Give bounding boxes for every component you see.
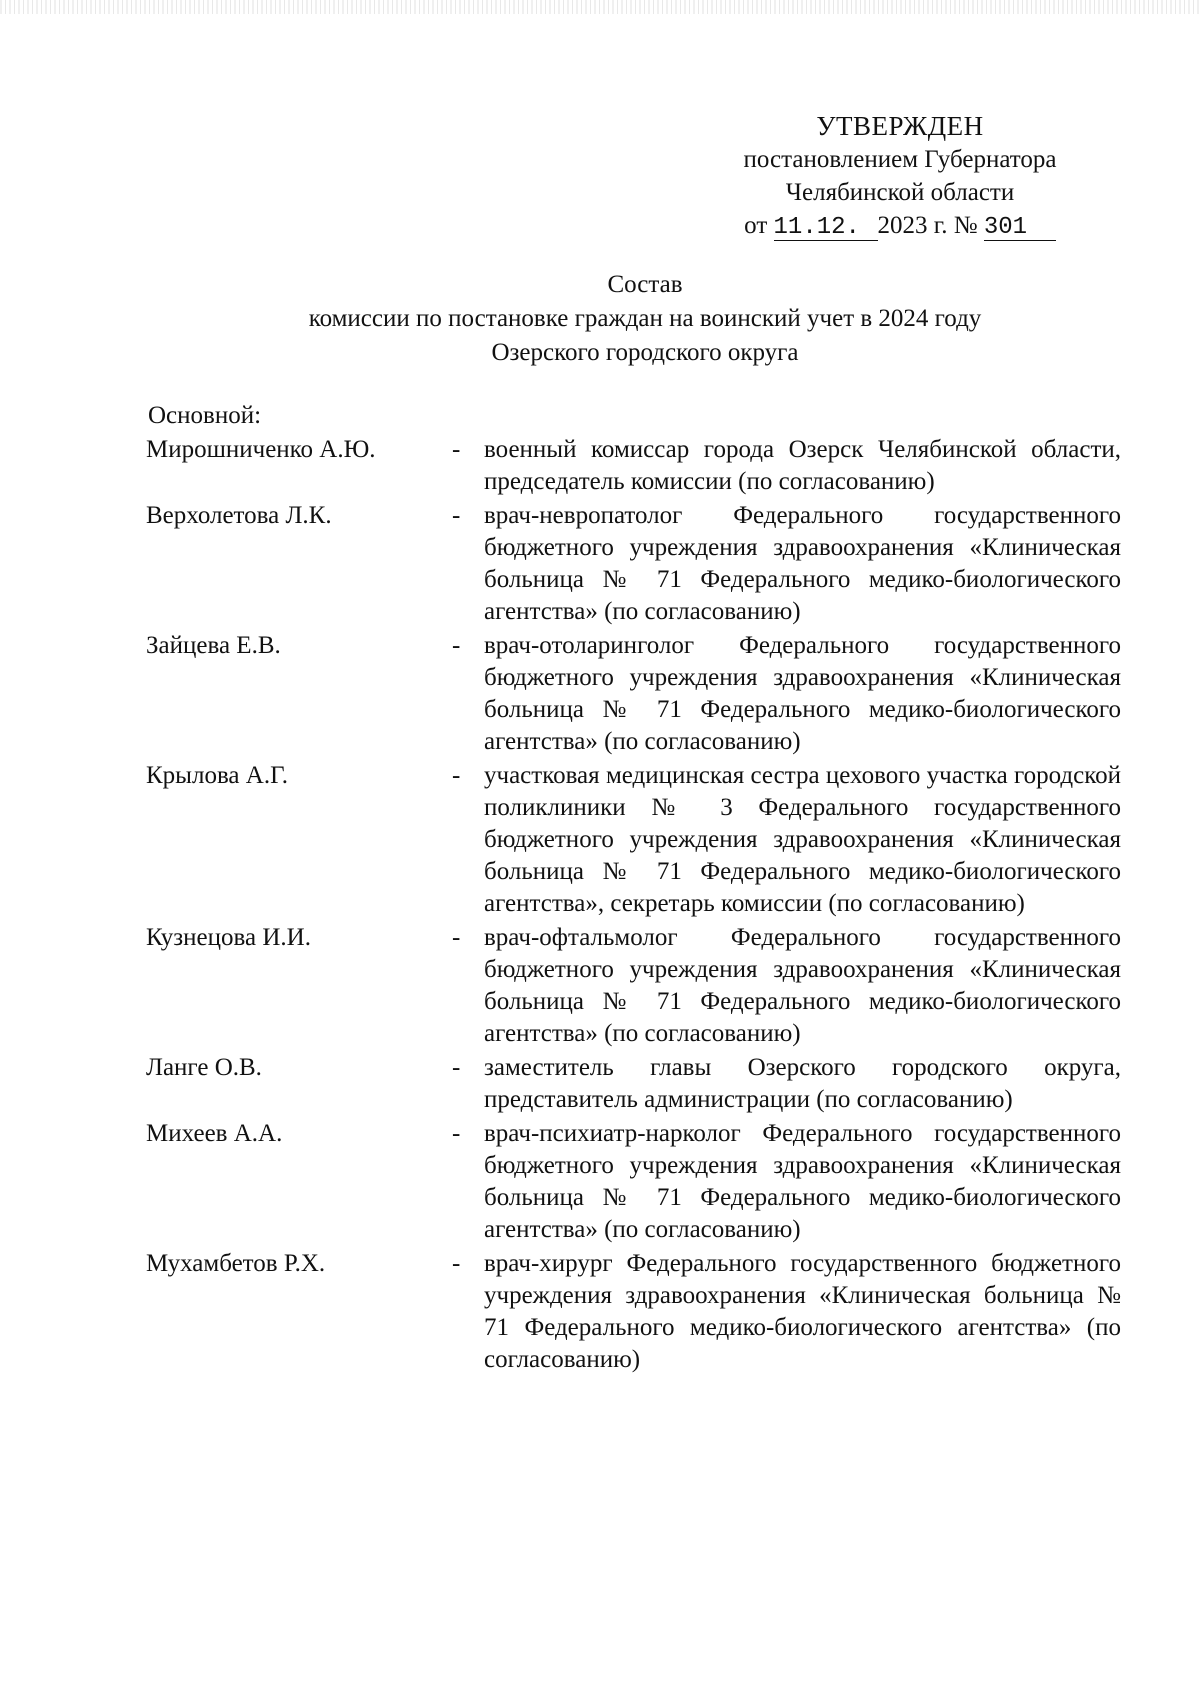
member-role: заместитель главы Озерского городского округа, представитель администрации (по согласованию) [484,1054,1121,1113]
member-name: Верхолетова Л.К. [146,502,332,529]
member-name: Михеев А.А. [146,1120,283,1147]
member-name: Ланге О.В. [146,1054,262,1081]
member-dash: - [452,1250,461,1277]
member-row [146,630,1121,758]
member-role: врач-хирург Федерального государственного бюджетного учреждения здравоохранения «Клиническая больница № 71 Федерального медико-биологического агентства» (по согласованию) [484,1250,1121,1373]
member-row [146,922,1121,1050]
member-dash: - [452,502,461,529]
member-role: врач-офтальмолог Федерального государственного бюджетного учреждения здравоохранения «Клиническая больница № 71 Федерального медико-биологического агентства» (по согласованию) [484,924,1121,1047]
member-dash: - [452,436,461,463]
member-name: Мирошниченко А.Ю. [146,436,376,463]
member-name: Кузнецова И.И. [146,924,311,951]
member-row [146,434,1121,498]
title-line-2: комиссии по постановке граждан на воинский учет в 2024 году [308,305,982,332]
approval-line-1: постановлением Губернатора [743,146,1057,173]
scan-edge [0,0,1200,14]
approval-number: 301 [984,216,1056,241]
member-dash: - [452,632,461,659]
approval-date: 11.12. [774,216,878,241]
section-label: Основной: [148,402,262,429]
date-prefix: от [744,212,768,239]
members-list [146,434,1121,1376]
member-name: Зайцева Е.В. [146,632,281,659]
approval-date-line [700,209,1100,242]
approval-stamp [700,110,1100,242]
approved-heading: УТВЕРЖДЕН [816,111,984,141]
member-role: врач-отоларинголог Федерального государственного бюджетного учреждения здравоохранения «Клиническая больница № 71 Федерального медико-биологического агентства» (по согласованию) [484,632,1121,755]
member-row [146,760,1121,920]
member-role: военный комиссар города Озерск Челябинской области, председатель комиссии (по согласованию) [484,436,1121,495]
member-dash: - [452,1120,461,1147]
member-name: Мухамбетов Р.Х. [146,1250,326,1277]
member-dash: - [452,1054,461,1081]
member-row [146,1248,1121,1376]
member-row [146,500,1121,628]
approval-year: 2023 г. № [877,212,978,239]
member-dash: - [452,924,461,951]
member-role: врач-психиатр-нарколог Федерального государственного бюджетного учреждения здравоохранения «Клиническая больница № 71 Федерального медико-биологического агентства» (по согласованию) [484,1120,1121,1243]
title-line-3: Озерского городского округа [491,339,799,366]
document-title [150,268,1140,370]
title-line-1: Состав [607,271,683,298]
member-row [146,1052,1121,1116]
approval-line-2: Челябинской области [785,179,1015,206]
member-role: врач-невропатолог Федерального государственного бюджетного учреждения здравоохранения «Клиническая больница № 71 Федерального медико-биологического агентства» (по согласованию) [484,502,1121,625]
member-row [146,1118,1121,1246]
member-dash: - [452,762,461,789]
member-role: участковая медицинская сестра цехового участка городской поликлиники № 3 Федерального государственного бюджетного учреждения здравоохранения «Клиническая больница № 71 Федерального медико-биологического агентства», секретарь комиссии (по согласованию) [484,762,1121,917]
member-name: Крылова А.Г. [146,762,288,789]
